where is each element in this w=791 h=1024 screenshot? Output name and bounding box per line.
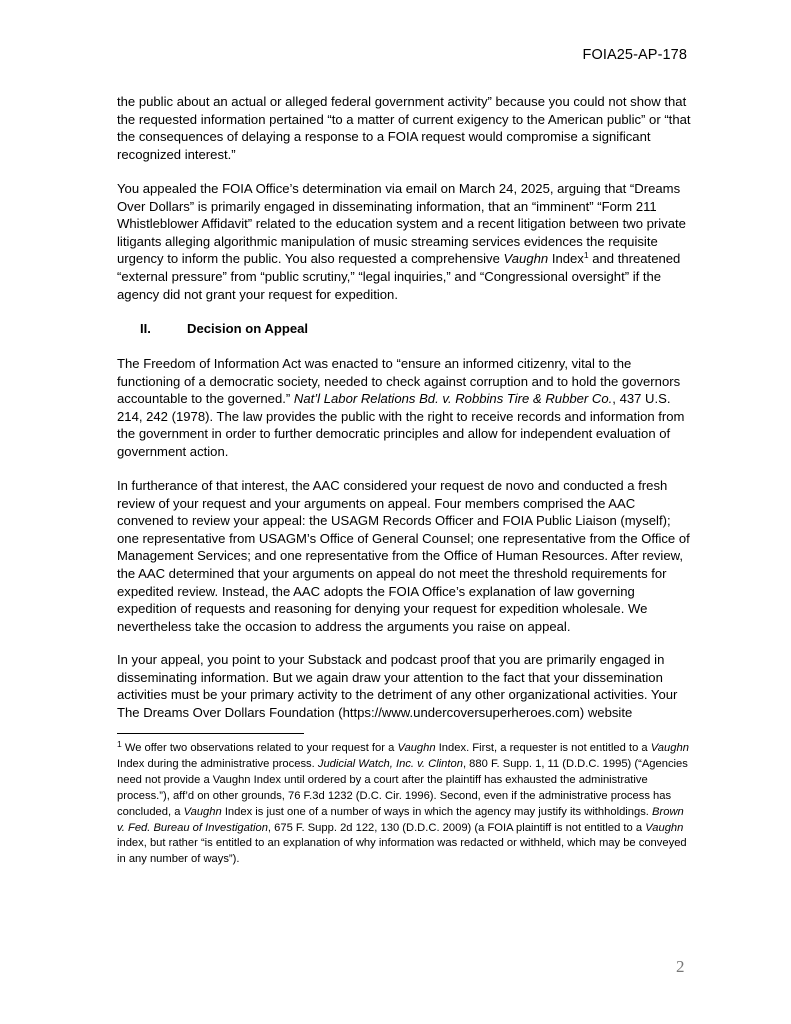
paragraph-3-text-b: , 437 U.S. 214, 242 (1978). The law provides the public with the right to receive records and information from the government in order to further democratic principles and allow for independent evaluation of government action.	[117, 391, 685, 459]
footnote-case-citation: Judicial Watch, Inc. v. Clinton	[317, 757, 463, 770]
paragraph-2	[117, 180, 691, 303]
footnote-text: Index during the administrative process.	[117, 757, 318, 770]
footnote-text: , 880 F. Supp. 1, 11 (D.D.C. 1995) (“Agencies need not provide a Vaughn Index until ordered by a court after the plaintiff has exhausted the administrative process.”), aff’d on other grounds, 76 F.3d 1232 (D.C. Cir. 1996). Second, even if the administrative process has concluded, a	[117, 757, 688, 818]
section-title: Decision on Appeal	[187, 321, 309, 336]
vaughn-italic: Vaughn	[503, 251, 549, 267]
footnote-italic: Vaughn	[645, 821, 684, 834]
paragraph-4: In furtherance of that interest, the AAC considered your request de novo and conducted a fresh review of your request and your arguments on appeal. Four members comprised the AAC convened to review your appeal: the USAGM Records Officer and FOIA Public Liaison (myself); one representative from USAGM’s Office of General Counsel; one representative from the Office of Management Services; and one representative from the Office of Human Resources. After review, the AAC determined that your arguments on appeal do not meet the threshold requirements for expedited review. Instead, the AAC adopts the FOIA Office’s explanation of law governing expedition of requests and reasoning for denying your request for expedition wholesale. We nevertheless take the occasion to address the arguments you raise on appeal.	[117, 478, 690, 634]
footnote-text: Index. First, a requester is not entitled to a	[435, 742, 651, 754]
footnote-marker: 1	[117, 739, 122, 749]
paragraph-2-text-c: and threatened “external pressure” from “public scrutiny,” “legal inquiries,” and “Congressional oversight” if the agency did not grant your request for expedition.	[117, 251, 681, 302]
footnote	[117, 741, 693, 868]
section-heading	[140, 321, 308, 336]
paragraph-2-text-b: Index	[548, 251, 584, 267]
footnote-italic: Vaughn	[183, 805, 222, 818]
footnote-italic: Vaughn	[397, 742, 436, 754]
page-number: 2	[676, 957, 685, 976]
document-id: FOIA25-AP-178	[582, 47, 687, 63]
paragraph-1: the public about an actual or alleged federal government activity” because you could not show that the requested information pertained “to a matter of current exigency to the American public” or “that the consequences of delaying a response to a FOIA request would compromise a significant recognized interest.”	[117, 94, 691, 162]
paragraph-2-text-a: You appealed the FOIA Office’s determination via email on March 24, 2025, arguing that “Dreams Over Dollars” is primarily engaged in disseminating information, that an “imminent” “Form 211 Whistleblower Affidavit” related to the education system and a recent litigation between two private litigants alleging algorithmic manipulation of music streaming services evidences the requisite urgency to inform the public. You also requested a comprehensive	[117, 181, 686, 267]
paragraph-5: In your appeal, you point to your Substack and podcast proof that you are primarily engaged in disseminating information. But we again draw your attention to the fact that your dissemination activities must be your primary activity to the detriment of any other organizational activities. Your The Dreams Over Dollars Foundation (https://www.undercoversuperheroes.com) website	[117, 652, 678, 720]
footnote-text: Index is just one of a number of ways in which the agency may justify its withholdings.	[221, 805, 653, 818]
footnote-text: , 675 F. Supp. 2d 122, 130 (D.D.C. 2009) (a FOIA plaintiff is not entitled to a	[267, 821, 646, 834]
footnote-reference: 1	[583, 250, 589, 261]
footnote-text: We offer two observations related to your request for a	[121, 742, 398, 754]
section-number: II.	[140, 321, 151, 336]
footnote-italic: Vaughn	[650, 742, 689, 754]
case-citation: Nat’l Labor Relations Bd. v. Robbins Tire & Rubber Co.	[293, 391, 613, 407]
footnote-case-citation: Brown v. Fed. Bureau of Investigation	[117, 805, 684, 834]
footnote-text: index, but rather “is entitled to an explanation of why information was redacted or withheld, which may be conveyed in any number of ways”).	[117, 837, 687, 866]
footnote-divider	[117, 733, 304, 734]
paragraph-3	[117, 355, 691, 461]
paragraph-3-text-a: The Freedom of Information Act was enacted to “ensure an informed citizenry, vital to the functioning of a democratic society, needed to check against corruption and to hold the governors accountable to the governed.”	[117, 356, 681, 407]
